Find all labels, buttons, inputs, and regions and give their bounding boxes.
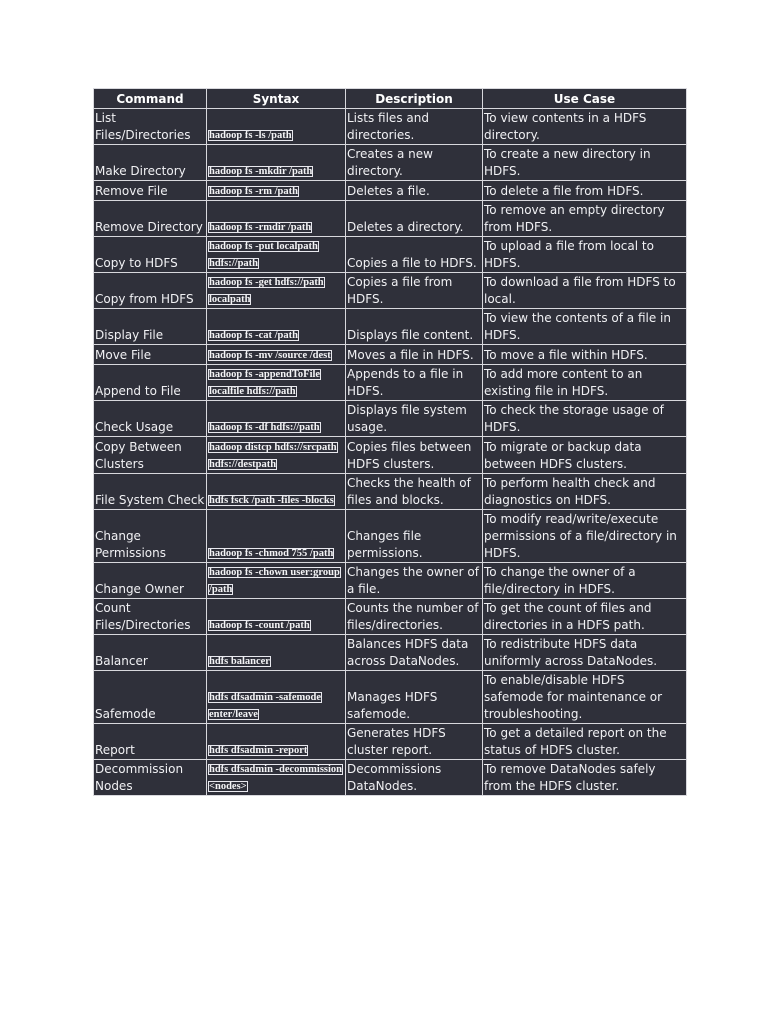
syntax-code: hdfs balancer (209, 656, 270, 667)
cell-use-case: To redistribute HDFS data uniformly across DataNodes. (483, 635, 687, 671)
header-command: Command (94, 89, 207, 109)
cell-use-case: To check the storage usage of HDFS. (483, 401, 687, 437)
cell-command: Move File (94, 345, 207, 365)
syntax-code: hadoop fs -put localpath hdfs://path (209, 241, 318, 269)
cell-use-case: To get a detailed report on the status of HDFS cluster. (483, 724, 687, 760)
cell-use-case: To enable/disable HDFS safemode for maintenance or troubleshooting. (483, 671, 687, 724)
cell-syntax (207, 724, 346, 760)
cell-syntax (207, 273, 346, 309)
syntax-code: hdfs dfsadmin -report (209, 745, 308, 756)
syntax-code: hadoop fs -rm /path (209, 186, 298, 197)
cell-command: Remove Directory (94, 201, 207, 237)
cell-description: Decommissions DataNodes. (346, 760, 483, 796)
cell-description: Copies a file from HDFS. (346, 273, 483, 309)
table-row (94, 474, 687, 510)
table-row (94, 273, 687, 309)
cell-command: Report (94, 724, 207, 760)
table-row (94, 760, 687, 796)
cell-command: Check Usage (94, 401, 207, 437)
table-row (94, 145, 687, 181)
cell-command: Balancer (94, 635, 207, 671)
cell-syntax (207, 401, 346, 437)
cell-command: Count Files/Directories (94, 599, 207, 635)
cell-description: Deletes a directory. (346, 201, 483, 237)
cell-description: Appends to a file in HDFS. (346, 365, 483, 401)
cell-use-case: To remove an empty directory from HDFS. (483, 201, 687, 237)
cell-syntax (207, 635, 346, 671)
cell-use-case: To view contents in a HDFS directory. (483, 109, 687, 145)
table-row (94, 437, 687, 474)
cell-command: Display File (94, 309, 207, 345)
syntax-code: hadoop fs -chmod 755 /path (209, 548, 334, 559)
cell-syntax (207, 365, 346, 401)
header-syntax: Syntax (207, 89, 346, 109)
cell-syntax (207, 760, 346, 796)
syntax-code: hadoop fs -df hdfs://path (209, 422, 320, 433)
hdfs-commands-table (93, 88, 687, 796)
cell-description: Balances HDFS data across DataNodes. (346, 635, 483, 671)
cell-syntax (207, 563, 346, 599)
cell-use-case: To perform health check and diagnostics on HDFS. (483, 474, 687, 510)
table-row (94, 635, 687, 671)
cell-description: Changes file permissions. (346, 510, 483, 563)
header-use-case: Use Case (483, 89, 687, 109)
table-row (94, 309, 687, 345)
cell-syntax (207, 437, 346, 474)
table-row (94, 599, 687, 635)
cell-command: Make Directory (94, 145, 207, 181)
cell-use-case: To modify read/write/execute permissions of a file/directory in HDFS. (483, 510, 687, 563)
syntax-code: hadoop fs -mv /source /dest (209, 350, 331, 361)
table-body (94, 109, 687, 796)
cell-description: Lists files and directories. (346, 109, 483, 145)
syntax-code: hadoop fs -appendToFile localfile hdfs://path (209, 369, 321, 397)
syntax-code: hadoop fs -count /path (209, 620, 310, 631)
cell-description: Moves a file in HDFS. (346, 345, 483, 365)
syntax-code: hadoop fs -cat /path (209, 330, 298, 341)
cell-syntax (207, 599, 346, 635)
cell-syntax (207, 201, 346, 237)
table-row (94, 181, 687, 201)
cell-syntax (207, 181, 346, 201)
table-row (94, 724, 687, 760)
cell-use-case: To get the count of files and directories in a HDFS path. (483, 599, 687, 635)
table-row (94, 345, 687, 365)
cell-use-case: To upload a file from local to HDFS. (483, 237, 687, 273)
syntax-code: hdfs fsck /path -files -blocks (209, 495, 334, 506)
syntax-code: hadoop fs -rmdir /path (209, 222, 312, 233)
cell-command: Copy from HDFS (94, 273, 207, 309)
syntax-code: hdfs dfsadmin -decommission <nodes> (209, 764, 343, 792)
cell-syntax (207, 474, 346, 510)
cell-command: Remove File (94, 181, 207, 201)
cell-use-case: To add more content to an existing file in HDFS. (483, 365, 687, 401)
cell-description: Copies files between HDFS clusters. (346, 437, 483, 474)
cell-syntax (207, 109, 346, 145)
table-row (94, 671, 687, 724)
syntax-code: hadoop fs -chown user:group /path (209, 567, 340, 595)
cell-description: Copies a file to HDFS. (346, 237, 483, 273)
cell-command: Safemode (94, 671, 207, 724)
table-header-row (94, 89, 687, 109)
cell-command: Copy Between Clusters (94, 437, 207, 474)
cell-description: Manages HDFS safemode. (346, 671, 483, 724)
cell-description: Counts the number of files/directories. (346, 599, 483, 635)
cell-description: Checks the health of files and blocks. (346, 474, 483, 510)
cell-use-case: To remove DataNodes safely from the HDFS cluster. (483, 760, 687, 796)
syntax-code: hdfs dfsadmin -safemode enter/leave (209, 692, 322, 720)
syntax-code: hadoop fs -get hdfs://path localpath (209, 277, 324, 305)
cell-description: Changes the owner of a file. (346, 563, 483, 599)
table-row (94, 237, 687, 273)
cell-syntax (207, 145, 346, 181)
syntax-code: hadoop distcp hdfs://srcpath hdfs://destpath (209, 442, 337, 470)
cell-command: Change Permissions (94, 510, 207, 563)
table-row (94, 109, 687, 145)
cell-use-case: To view the contents of a file in HDFS. (483, 309, 687, 345)
syntax-code: hadoop fs -mkdir /path (209, 166, 313, 177)
cell-syntax (207, 237, 346, 273)
cell-command: File System Check (94, 474, 207, 510)
cell-description: Displays file system usage. (346, 401, 483, 437)
cell-command: Copy to HDFS (94, 237, 207, 273)
cell-use-case: To move a file within HDFS. (483, 345, 687, 365)
cell-syntax (207, 309, 346, 345)
table-row (94, 563, 687, 599)
cell-use-case: To create a new directory in HDFS. (483, 145, 687, 181)
table-row (94, 510, 687, 563)
cell-syntax (207, 671, 346, 724)
cell-use-case: To migrate or backup data between HDFS clusters. (483, 437, 687, 474)
cell-command: List Files/Directories (94, 109, 207, 145)
cell-command: Append to File (94, 365, 207, 401)
cell-description: Displays file content. (346, 309, 483, 345)
cell-use-case: To delete a file from HDFS. (483, 181, 687, 201)
table-row (94, 201, 687, 237)
cell-description: Creates a new directory. (346, 145, 483, 181)
table-row (94, 365, 687, 401)
cell-description: Deletes a file. (346, 181, 483, 201)
syntax-code: hadoop fs -ls /path (209, 130, 292, 141)
cell-use-case: To change the owner of a file/directory in HDFS. (483, 563, 687, 599)
cell-command: Change Owner (94, 563, 207, 599)
cell-use-case: To download a file from HDFS to local. (483, 273, 687, 309)
cell-syntax (207, 345, 346, 365)
cell-command: Decommission Nodes (94, 760, 207, 796)
table-row (94, 401, 687, 437)
cell-syntax (207, 510, 346, 563)
header-description: Description (346, 89, 483, 109)
cell-description: Generates HDFS cluster report. (346, 724, 483, 760)
